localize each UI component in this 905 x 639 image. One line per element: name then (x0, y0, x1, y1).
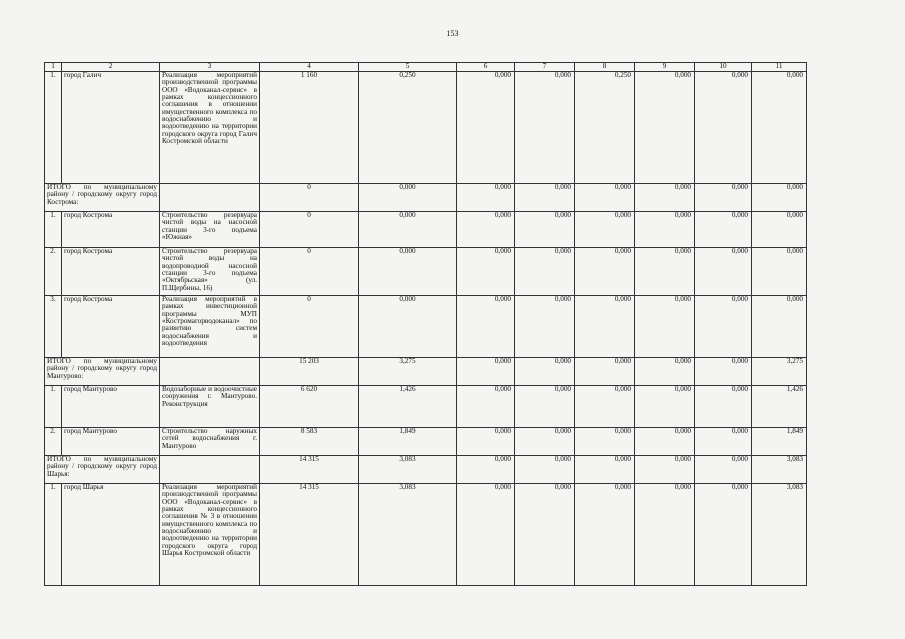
value-cell: 0,000 (575, 386, 635, 428)
value-cell: 0,000 (575, 358, 635, 386)
value-cell: 0,000 (635, 72, 695, 184)
header-cell: 4 (260, 63, 359, 72)
row-number: 2. (45, 248, 62, 296)
description-cell: Строительство наружных сетей водоснабжения г. Мантурово (160, 428, 260, 456)
value-cell: 0,000 (457, 484, 515, 586)
header-cell: 2 (62, 63, 160, 72)
header-cell: 11 (752, 63, 807, 72)
value-cell: 0,000 (752, 296, 807, 358)
table-row (45, 428, 807, 456)
value-cell: 0,000 (515, 456, 575, 484)
table-row (45, 72, 807, 184)
header-cell: 3 (160, 63, 260, 72)
value-cell: 0 (260, 184, 359, 212)
value-cell: 3,083 (359, 456, 457, 484)
value-cell: 14 315 (260, 456, 359, 484)
value-cell: 0,000 (695, 184, 752, 212)
header-cell: 1 (45, 63, 62, 72)
header-cell: 10 (695, 63, 752, 72)
description-cell: Водозаборные и водоочистные сооружения г. Мантурово. Реконструкция (160, 386, 260, 428)
description-cell: Строительство резервуара чистой воды на насосной станции 3-го подъема «Южная» (160, 212, 260, 248)
table-row (45, 212, 807, 248)
value-cell: 0,000 (635, 428, 695, 456)
value-cell: 0,000 (359, 296, 457, 358)
value-cell: 0,250 (359, 72, 457, 184)
row-number: 1. (45, 484, 62, 586)
value-cell: 0,000 (635, 212, 695, 248)
header-cell: 7 (515, 63, 575, 72)
value-cell: 3,083 (359, 484, 457, 586)
city-cell: город Мантурово (62, 428, 160, 456)
value-cell: 0,000 (575, 428, 635, 456)
value-cell: 0,000 (575, 296, 635, 358)
description-cell: Реализация мероприятий производственной программы ООО «Водоканал-сервис» в рамках концессионного соглашения № 3 в отношении имущественного комплекса по водоснабжению и водоотведению на территории городского округа город Шарья Костромской области (160, 484, 260, 586)
total-label: ИТОГО по муниципальному району / городскому округу город Шарья: (45, 456, 160, 484)
row-number: 2. (45, 428, 62, 456)
value-cell: 0,000 (457, 358, 515, 386)
header-cell: 6 (457, 63, 515, 72)
value-cell: 0,000 (695, 484, 752, 586)
value-cell: 0,000 (752, 212, 807, 248)
total-row (45, 358, 807, 386)
city-cell: город Кострома (62, 296, 160, 358)
city-cell: город Мантурово (62, 386, 160, 428)
value-cell: 0,000 (635, 184, 695, 212)
city-cell: город Галич (62, 72, 160, 184)
row-number: 1. (45, 72, 62, 184)
value-cell: 0 (260, 212, 359, 248)
value-cell: 0,000 (695, 358, 752, 386)
data-table (44, 62, 807, 586)
value-cell: 0,000 (635, 296, 695, 358)
value-cell: 1,426 (359, 386, 457, 428)
city-cell: город Шарья (62, 484, 160, 586)
value-cell: 0 (260, 248, 359, 296)
header-cell: 5 (359, 63, 457, 72)
value-cell: 0,000 (695, 296, 752, 358)
table-row (45, 386, 807, 428)
table-row (45, 248, 807, 296)
value-cell: 0,000 (575, 456, 635, 484)
empty-cell (160, 358, 260, 386)
value-cell: 0,000 (635, 484, 695, 586)
value-cell: 0,000 (635, 248, 695, 296)
value-cell: 0,000 (695, 386, 752, 428)
value-cell: 0,000 (635, 386, 695, 428)
value-cell: 0,000 (635, 456, 695, 484)
value-cell: 0,000 (695, 428, 752, 456)
value-cell: 0,000 (695, 212, 752, 248)
value-cell: 0,000 (752, 72, 807, 184)
value-cell: 3,275 (752, 358, 807, 386)
value-cell: 3,275 (359, 358, 457, 386)
value-cell: 0,000 (515, 212, 575, 248)
value-cell: 0,000 (515, 386, 575, 428)
value-cell: 0,000 (575, 184, 635, 212)
value-cell: 0,000 (457, 212, 515, 248)
total-row (45, 456, 807, 484)
row-number: 1. (45, 386, 62, 428)
value-cell: 0,000 (695, 456, 752, 484)
description-cell: Реализация мероприятий производственной программы ООО «Водоканал-сервис» в рамках концессионного соглашения в отношении имущественного комплекса по водоснабжению и водоотведению на территории городского округа город Галич Костромской области (160, 72, 260, 184)
value-cell: 3,083 (752, 484, 807, 586)
value-cell: 0,000 (695, 248, 752, 296)
value-cell: 0,000 (635, 358, 695, 386)
total-row (45, 184, 807, 212)
total-label: ИТОГО по муниципальному району / городскому округу город Мантурово: (45, 358, 160, 386)
value-cell: 0,000 (515, 72, 575, 184)
empty-cell (160, 456, 260, 484)
empty-cell (160, 184, 260, 212)
value-cell: 0,000 (359, 212, 457, 248)
value-cell: 0,000 (752, 248, 807, 296)
value-cell: 0,000 (575, 212, 635, 248)
value-cell: 0,000 (359, 184, 457, 212)
value-cell: 0,000 (515, 296, 575, 358)
value-cell: 0,000 (575, 484, 635, 586)
value-cell: 0,000 (695, 72, 752, 184)
value-cell: 3,083 (752, 456, 807, 484)
value-cell: 0,000 (457, 456, 515, 484)
value-cell: 1,849 (359, 428, 457, 456)
header-cell: 8 (575, 63, 635, 72)
value-cell: 0,000 (515, 184, 575, 212)
value-cell: 0,000 (457, 248, 515, 296)
page-number: 153 (446, 29, 459, 38)
value-cell: 0,000 (457, 72, 515, 184)
value-cell: 0,000 (515, 248, 575, 296)
value-cell: 0,000 (359, 248, 457, 296)
table-body (45, 63, 807, 586)
value-cell: 15 203 (260, 358, 359, 386)
value-cell: 14 315 (260, 484, 359, 586)
value-cell: 1 160 (260, 72, 359, 184)
value-cell: 1,426 (752, 386, 807, 428)
value-cell: 1,849 (752, 428, 807, 456)
total-label: ИТОГО по муниципальному району / городскому округу город Кострома: (45, 184, 160, 212)
value-cell: 0,000 (515, 484, 575, 586)
value-cell: 0,000 (515, 428, 575, 456)
value-cell: 0,000 (575, 248, 635, 296)
description-cell: Строительство резервуара чистой воды на водопроводной насосной станции 3-го подъема «Октябрьская» (ул. П.Щербины, 16) (160, 248, 260, 296)
table-row (45, 484, 807, 586)
table-row (45, 296, 807, 358)
city-cell: город Кострома (62, 212, 160, 248)
header-cell: 9 (635, 63, 695, 72)
row-number: 3. (45, 296, 62, 358)
value-cell: 0,000 (457, 296, 515, 358)
value-cell: 0,000 (457, 386, 515, 428)
description-cell: Реализация мероприятий в рамках инвестиционной программы МУП «Костромагорводоканал» по развитию систем водоснабжения и водоотведения (160, 296, 260, 358)
value-cell: 0,000 (457, 184, 515, 212)
value-cell: 0 (260, 296, 359, 358)
row-number: 1. (45, 212, 62, 248)
value-cell: 0,000 (515, 358, 575, 386)
value-cell: 8 583 (260, 428, 359, 456)
header-row (45, 63, 807, 72)
value-cell: 0,250 (575, 72, 635, 184)
city-cell: город Кострома (62, 248, 160, 296)
value-cell: 0,000 (457, 428, 515, 456)
value-cell: 0,000 (752, 184, 807, 212)
value-cell: 6 620 (260, 386, 359, 428)
